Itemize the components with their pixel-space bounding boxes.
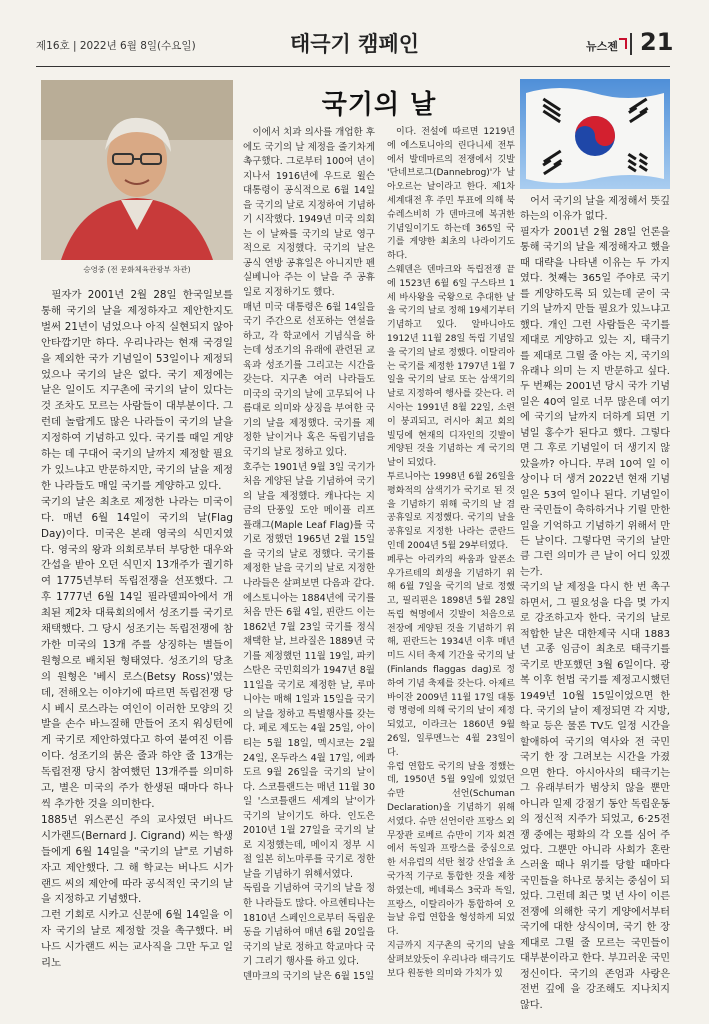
korean-flag-icon xyxy=(520,79,670,189)
publication-logo xyxy=(586,38,627,54)
article-title: 국기의 날 xyxy=(321,90,437,120)
article-column-1 xyxy=(41,288,233,972)
article-column-3 xyxy=(387,126,515,981)
author-portrait-icon xyxy=(41,80,233,260)
logo-mark-icon xyxy=(619,38,627,49)
column-text: 필자가 2001년 2월 28일 한국일보를 통해 국기의 날을 제정하자고 제안한지도 벌써 21년이 넘었으나 아직 실현되지 않아 안타깝기만 하다. 우리나라는 현재 국경일을 제외한 국가 기념일이 53일이나 제정되었으나 국기의 날은 없다. 국기 제정에는 날은 일이도 지구촌에 국기의 날이 있다는 것 조차도 모르는 사람들이 대부분이다. 그런데 놀랍게도 많은 나라들이 국기의 날을 지정하여 기념하고 있다. 국기를 때일 게양하는 데 구대어 국기의 날까지 제정할 필요가 있느냐고 반문하지만, 국기의 날을 제정한 나라들도 매일 국기를 게양하고 있다. 국기의 날은 최초로 제정한 나라는 미국이다. 매년 6월 14일이 국기의 날(Flag Day)이다. 미국은 본래 영국의 식민지였다. 영국의 왕과 의회로부터 부당한 대우와 간섭을 받아 오던 식민지 13개주가 궐기하여 1775년부터 독립전쟁을 선포했다. 그 후 1777년 6월 14일 필라델피아에서 개최된 제2차 대륙회의에서 성조기를 국기로 채택했다. 그 당시 성조기는 독립전쟁에 참가한 미국의 13개 주를 상징하는 별들이 원형으로 배치된 형태였다. 성조기의 당초의 원형은 '베시 로스(Betsy Ross)'였는데, 전해오는 이야기에 따르면 독립전쟁 당시 베시 로스라는 여인이 이러한 모양의 깃발을 손수 바느질해 만들어 조지 워싱턴에게 국기로 제안하였다고 하여 붙여진 이름이다. 성조기의 붉은 줄과 하얀 줄 13개는 독립전쟁 당시 참여했던 13개주를 의미하고, 별은 미국의 주가 한생된 때마다 하나씩 추가한 것을 의미한다. 1885년 위스콘신 주의 교사였던 버나드 시가랜드(Bernard J. Cigrand) 씨는 학생들에게 6월 14일을 "국기의 날"로 기념하자고 제안했다. 그 해 학교는 버나드 시가랜드 씨의 제안에 따라 공식적인 국기의 날을 지정하고 기념했다. 그런 기회로 시카고 신문에 6월 14일을 이자 국기의 날로 제정할 것을 촉구했다. 버나드 시가랜드 씨는 교사직을 그만 두고 일리노 xyxy=(41,289,233,970)
photo-caption: 승영중 (전 문화체육관광부 차관) xyxy=(83,265,191,274)
column-text: 어서 국기의 날을 제정해서 뜻깊 하는의 이유가 없다. 필자가 2001년 2월 28일 언론을 통해 국기의 날을 제정해자고 했을 때 대략을 나타낸 이유는 두 가지였다. 첫째는 365일 주야로 국기를 게양하도록 되 있는데 굳이 국기의 날까지 만들 필요가 있느냐고 했다. 개인 그런 사람들은 국기를 제대로 게양하고 있는 지, 태극기를 제대로 그릴 줄 아는 지, 국기의 유래나 의미 는 지 반문하고 싶다. 두 번째는 2001년 당시 국가 기념일은 40여 일로 너무 많은데 여기에 국기의 날까지 더하게 되면 기념일 홍수가 된다고 했다. 그렇다면 그 후로 기념일이 더 생기지 않았을까? 아니다. 무려 10여 일 이상이나 더 생겨 2022년 현재 기념일은 53여 일이나 된다. 기념일이란 국민들이 축하하거나 기릴 만한 일을 기억하고 기념하기 위해서 만든 날이다. 그렇다면 국기의 날만큼 그런 의미가 큰 날이 어디 있겠는가. 국기의 날 제정을 다시 한 번 촉구하면서, 그 필요성을 다음 몇 가지로 강조하고자 한다. 국기의 날로 적합한 날은 대한제국 시대 1883년 고종 임금이 최초로 태극기를 국기로 반포했던 3월 6일이다. 광복 이후 헌법 국기를 제정고시했던 1949년 10월 15일이었으면 한다. 국기의 날이 제정되면 각 지방, 학교 등은 물론 TV도 일정 시간을 할애하여 국기의 역사와 전 국민 국기 한 장 그려보는 시간을 가졌으면 한다. 아시아사의 태극기는 그 유래부터가 범상치 않을 뿐만 아니라 일제 강점기 동안 독립운동의 정신적 지주가 되었고, 6·25전쟁 중에는 평화의 각 오를 심어 주었다. 그뿐만 아니라 사회가 혼란스러울 때나 위기를 당할 때마다 국민들을 하나로 뭉치는 중심이 되었다. 그런데 최근 몇 년 사이 이른전쟁에 의해한 국기 게양에서부터 국기에 대한 상식이며, 국기 한 장 제대로 그릴 줄 모르는 국민들이 대부분이라고 한다. 부끄러운 국민정신이다. 국기의 존엄과 사랑은 전번 깊에 을 강조해도 지나치지 않다. xyxy=(520,196,670,1011)
column-text: 이에서 치과 의사를 개업한 후에도 국기의 날 제정을 줄기차게 촉구했다. 그로부터 100여 년이 지나서 1916년에 우드로 윌슨 대통령이 공식적으로 6월 14일을 국기의 날로 지정하여 기념하기 시작했다. 1949년 미국 의회는 이 날짜를 국기의 날로 영구적으로 지정했다. 국기의 날은 공식 연방 공휴일은 아니지만 펜실베니아 주는 이 날을 주 공휴일로 지정하기도 했다. 매년 미국 대통령은 6월 14일을 국기 주간으로 선포하는 연설을 하고, 각 학교에서 기념식을 하는데 성조기의 유래에 관련된 교육과 성조기를 그리고는 시간을 갖는다. 지구촌 여러 나라들도 미국의 국기의 날에 고무되어 나름대로 의미와 상징을 부여한 국기의 날을 제정했다. 국기를 제정한 날이거나 혹은 독립기념을 국기의 날로 정하고 있다. 호주는 1901년 9월 3일 국기가 처음 게양된 날을 기념하여 국기의 날을 제정했다. 캐나다는 지금의 단풍잎 도안 메이플 리프 플래그(Maple Leaf Flag)를 국기로 정했던 1965년 2월 15일을 국기의 날로 정했다. 국기를 제정한 날을 국기의 날로 지정한 나라들은 살펴보면 다음과 같다. 에스토니아는 1884년에 국기를 처음 만든 6월 4일, 핀란드 이는 1862년 7월 23일 국기를 정식 채택한 날, 브라질은 1889년 국기를 제정했던 11월 19일, 파키스탄은 국민회의가 1947년 8월 11일을 국기로 제정한 날, 루마니아는 매해 1일과 15일을 국기의 날을 정하고 특별행사를 갖는다. 페로 제도는 4월 25일, 아이티는 5월 18일, 멕시코는 2월 24일, 온두라스 4월 17일, 에콰도르 9월 26일을 국기의 날이다. 스코틀랜드는 매년 11월 30일 '스코틀랜드 세계의 날'이가 국기의 날이기도 하다. 인도은 2010년 1월 27일을 국기의 날로 지정했는데, 메이지 정부 시절 일본 히노마루를 국기로 정한 날을 기념하기 위해서였다. 독립을 기념하여 국기의 날을 정한 나라들도 많다. 아르헨티나는 1810년 스페인으로부터 독립운동을 기념하여 매년 6월 20일을 국기의 날로 정하고 학교마다 국기 그리기 행사를 하고 있다. 덴마크의 국기의 날은 6월 15일 xyxy=(243,127,375,982)
logo-text: 뉴스젠 xyxy=(586,40,618,53)
page-number: 21 xyxy=(640,28,674,56)
taegukgi-image xyxy=(520,79,670,189)
header-rule xyxy=(36,66,670,67)
author-photo xyxy=(41,80,233,260)
article-column-2 xyxy=(243,126,375,984)
article-column-4 xyxy=(520,194,670,1013)
issue-info: 제16호 | 2022년 6월 8일(수요일) xyxy=(36,40,196,52)
section-title: 태극기 캠페인 xyxy=(289,32,420,56)
page-header xyxy=(0,0,709,66)
column-text: 이다. 전설에 따르면 1219년에 에스토니아의 린다니세 전투에서 발데마르의 전쟁에서 깃발 '단네브로그(Dannebrog)'가 날아오르는 날이라고 한다. 제1차 세계대전 후 주민 투표에 의해 북 슈레스비히 가 덴마크에 복귀한 기념일이기도 하는데 365일 국기를 게양한 최초의 나라이기도 하다. 스웨덴은 덴마크와 독립전쟁 끝에 1523년 6월 6일 구스타브 1세 바사왕을 국왕으로 추대한 날을 국기의 날로 정해 19세기부터 기념하고 있다. 알바니아도 1912년 11월 28일 독립 기념일을 국기의 날로 정했다. 이탈리아는 국기를 제정한 1797년 1월 7일을 국기의 날로 또는 삼색기의 날로 지정하여 행사를 갖는다. 러시아는 1991년 8월 22일, 소련이 붕괴되고, 러시아 최고 회의 빌딩에 현재의 디자인의 깃발이 게양된 것을 기념하는 게 국기의 날이 되었다. 투르니아는 1998년 6월 26일을 평화적의 삼색기가 국기로 된 것을 기념하기 위해 국기의 날 겸 공휴일로 지정했다. 국기의 날을 공휴일로 지정한 나라는 쿤란드 인데 2004년 5월 29부터였다. 페루는 아리카의 싸움과 알폰소 우가르테의 희생을 기념하기 위해 6월 7일을 국기의 날로 정했고, 필리핀은 1898년 5월 28일 독립 혁명에서 깃발이 처음으로 전장에 게양된 것을 기념하기 위해, 핀란드는 1934년 이후 매년 미드 시터 축제 기간을 국기의 날 (Finlands flaggas dag)로 정하여 기념 축제를 갖는다. 아제르바이잔 2009년 11월 17일 대통령 명령에 의해 국기의 날이 제정되었고, 이라크는 1860년 9월 26일, 일루멘느는 4월 23일이다. 유럽 연합도 국기의 날을 정했는데, 1950년 5월 9일에 있었던 슈만 선언(Schuman Declaration)을 기념하기 위해서였다. 슈만 선언이란 프랑스 외무장관 로베르 슈만이 기자 회견에서 독일과 프랑스를 중심으로 한 서유럽의 석탄 철강 산업을 초국가적 기구로 통합한 것을 제창하였는데, 베네룩스 3국과 독일, 프랑스, 이탈리아가 통합하여 오늘날 유럽 연합을 형성하게 되었다. 지금까지 지구촌의 국기의 날을 살펴보았듯이 우리나라 태극기도 보다 원동한 의미와 가치가 있 xyxy=(387,127,515,979)
header-separator xyxy=(630,33,632,55)
